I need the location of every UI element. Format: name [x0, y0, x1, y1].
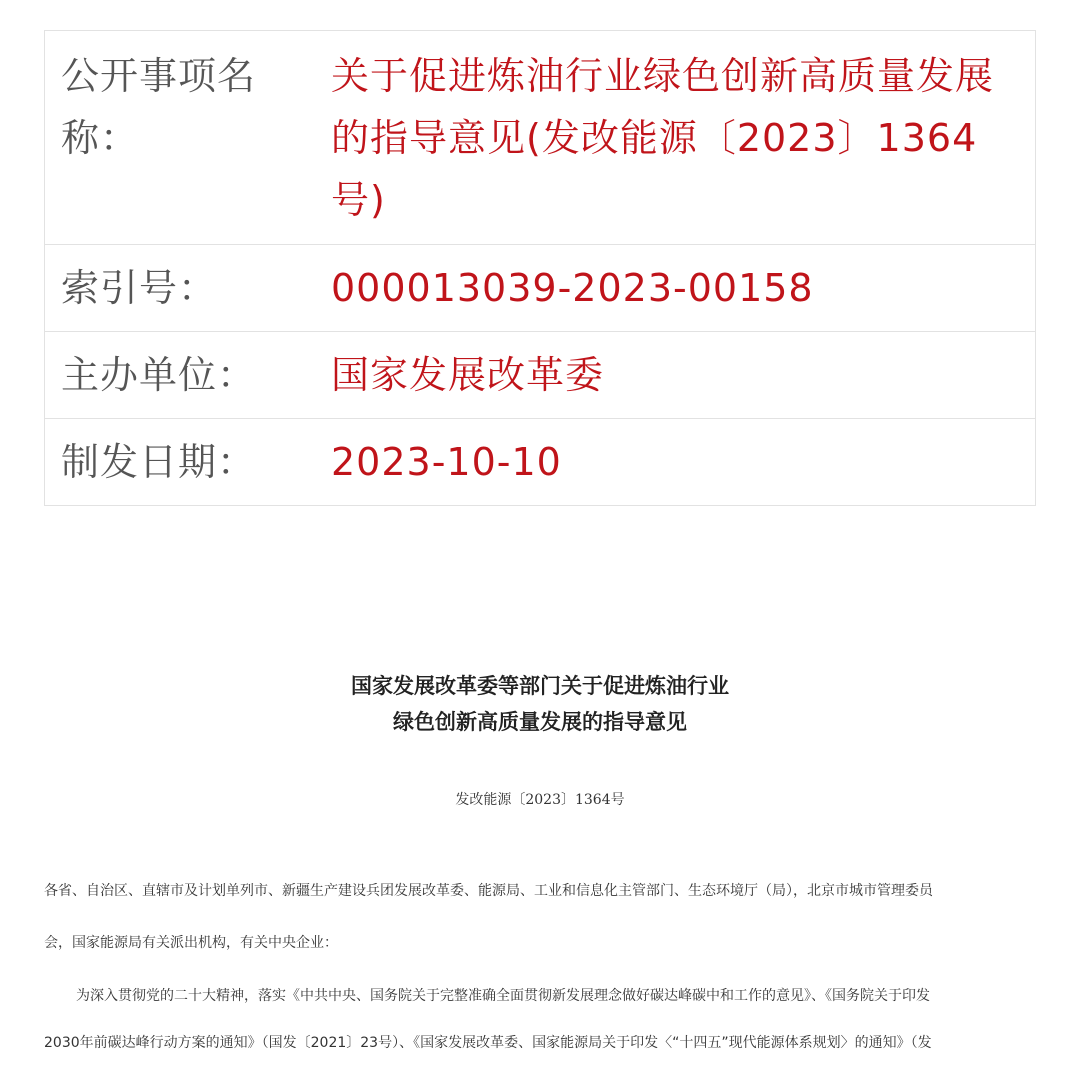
row-item-name	[45, 31, 1035, 245]
item-name-value: 关于促进炼油行业绿色创新高质量发展的指导意见(发改能源〔2023〕1364号)	[331, 54, 995, 222]
row-issue-date	[45, 419, 1035, 505]
info-table	[44, 30, 1036, 506]
paragraph-2-line-1: 为深入贯彻党的二十大精神，落实《中共中央、国务院关于完整准确全面贯彻新发展理念做好碳达峰碳中和工作的意见》、《国务院关于印发	[76, 988, 930, 1004]
row-host-org	[45, 332, 1035, 419]
paragraph-1-line-2: 会，国家能源局有关派出机构，有关中央企业：	[44, 935, 338, 951]
host-org-label: 主办单位：	[61, 353, 257, 397]
paragraph-1-line-1: 各省、自治区、直辖市及计划单列市、新疆生产建设兵团发展改革委、能源局、工业和信息化主管部门、生态环境厅（局），北京市城市管理委员	[44, 883, 933, 899]
title-line-2: 绿色创新高质量发展的指导意见	[393, 710, 687, 734]
host-org-value: 国家发展改革委	[331, 353, 605, 397]
title-line-1: 国家发展改革委等部门关于促进炼油行业	[351, 674, 729, 698]
index-number-label: 索引号：	[61, 266, 218, 310]
row-index-number	[45, 245, 1035, 332]
paragraph-2-line-2: 2030年前碳达峰行动方案的通知》（国发〔2021〕23号）、《国家发展改革委、国家能源局关于印发〈“十四五”现代能源体系规划〉的通知》（发	[44, 1035, 932, 1051]
document-title	[0, 668, 1080, 740]
document-number: 发改能源〔2023〕1364号	[455, 792, 625, 808]
issue-date-value: 2023-10-10	[331, 440, 562, 484]
index-number-value: 000013039-2023-00158	[331, 266, 814, 310]
item-name-label: 公开事项名称：	[61, 54, 257, 160]
issue-date-label: 制发日期：	[61, 440, 257, 484]
